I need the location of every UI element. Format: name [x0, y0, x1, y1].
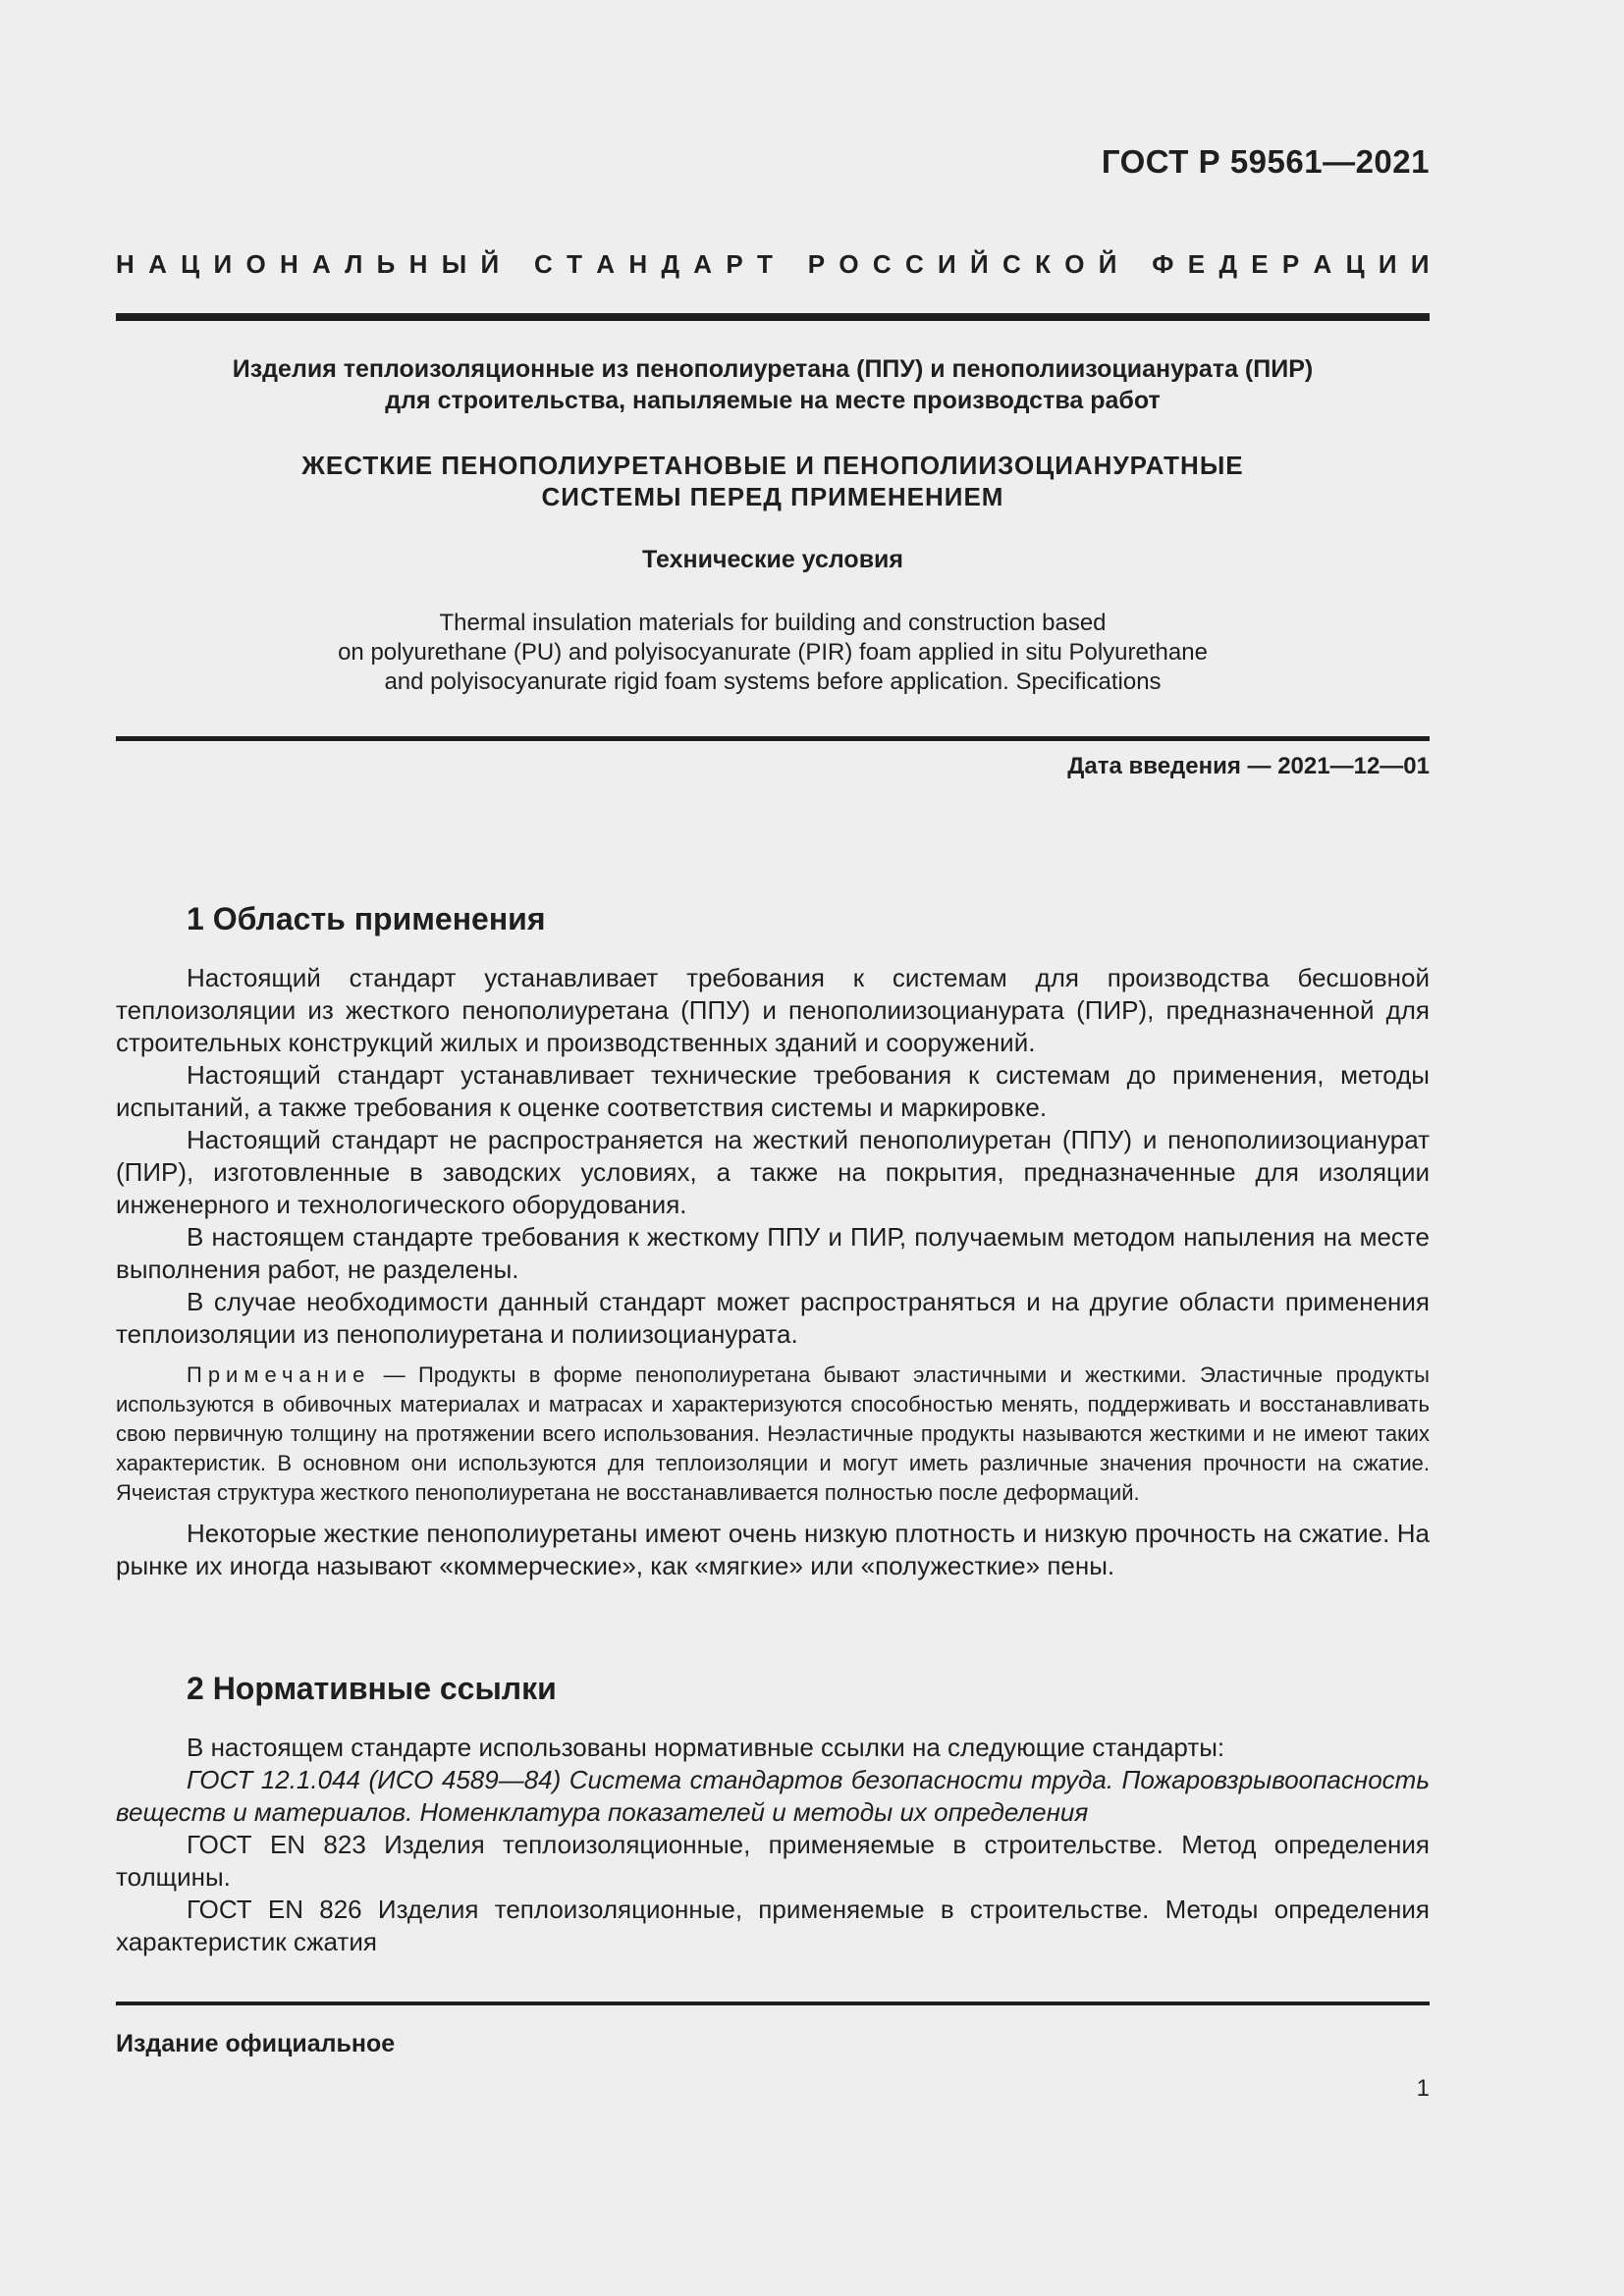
heading-letter: К — [1035, 249, 1051, 279]
paragraph: Настоящий стандарт устанавливает требования к системам для производства бесшовной теплоизоляции из жесткого пенополиуретана (ППУ) и пенополиизоцианурата (ПИР), предназначенной для строительных конструкций жилых и производственных зданий и сооружений. — [116, 963, 1430, 1057]
title-en-line: Thermal insulation materials for building and construction based — [439, 610, 1107, 636]
heading-letter: Й — [1098, 249, 1117, 279]
title-main-line: ЖЕСТКИЕ ПЕНОПОЛИУРЕТАНОВЫЕ И ПЕНОПОЛИИЗОЦИАНУРАТНЫЕ — [301, 451, 1244, 480]
heading-letter: Й — [970, 249, 989, 279]
note-label: Примечание — [187, 1362, 371, 1387]
heading-letter: Р — [726, 249, 743, 279]
national-standard-heading — [116, 249, 1430, 280]
heading-letter: Ф — [1152, 249, 1174, 279]
heading-letter: Д — [1218, 249, 1237, 279]
section-1-heading: 1 Область применения — [187, 901, 546, 936]
reference-item: ГОСТ EN 823 Изделия теплоизоляционные, применяемые в строительстве. Метод определения толщины. — [116, 1830, 1430, 1892]
heading-letter: Е — [1251, 249, 1269, 279]
title-en-line: on polyurethane (PU) and polyisocyanurate (PIR) foam applied in situ Polyurethane — [338, 639, 1208, 666]
title-en-line: and polyisocyanurate rigid foam systems before application. Specifications — [384, 668, 1162, 695]
heading-letter: Е — [1187, 249, 1206, 279]
reference-item: ГОСТ 12.1.044 (ИСО 4589—84) Система стандартов безопасности труда. Пожаровзрывоопасность веществ и материалов. Номенклатура показателей и методы их определения — [116, 1765, 1430, 1827]
title-main — [116, 450, 1430, 512]
heading-letter: И — [1378, 249, 1397, 279]
heading-letter — [513, 249, 519, 280]
paragraph: В настоящем стандарте использованы нормативные ссылки на следующие стандарты: — [187, 1733, 1225, 1762]
heading-letter: Ц — [181, 249, 200, 279]
heading-letter: Й — [480, 249, 500, 279]
title-ru — [116, 353, 1430, 416]
heading-letter: Л — [345, 249, 363, 279]
heading-letter: Ь — [376, 249, 396, 279]
heading-letter — [1131, 249, 1138, 280]
heading-letter: Д — [661, 249, 679, 279]
reference-item: ГОСТ EN 826 Изделия теплоизоляционные, применяемые в строительстве. Методы определения характеристик сжатия — [116, 1895, 1430, 1956]
heading-letter: Р — [1281, 249, 1300, 279]
heading-letter: О — [245, 249, 266, 279]
heading-letter: С — [1002, 249, 1021, 279]
heading-letter: Н — [279, 249, 298, 279]
heading-letter: Ц — [1345, 249, 1365, 279]
technical-conditions: Технические условия — [641, 546, 904, 573]
gost-number: ГОСТ Р 59561—2021 — [1101, 143, 1430, 180]
heading-letter: И — [938, 249, 956, 279]
paragraph: В настоящем стандарте требования к жесткому ППУ и ПИР, получаемым методом напыления на месте выполнения работ, не разделены. — [116, 1222, 1430, 1284]
heading-letter: Т — [567, 249, 582, 279]
title-ru-line: для строительства, напыляемые на месте производства работ — [385, 387, 1161, 414]
paragraph: Настоящий стандарт не распространяется на жесткий пенополиуретан (ППУ) и пенополиизоцианурат (ПИР), изготовленные в заводских условиях, а также на покрытия, предназначенные для изоляции инженерного и технологического оборудования. — [116, 1125, 1430, 1219]
title-rule — [116, 736, 1430, 741]
heading-letter: Н — [408, 249, 428, 279]
note-paragraph — [116, 1361, 1430, 1508]
heading-letter: Н — [116, 249, 135, 279]
heading-letter: А — [596, 249, 616, 279]
heading-letter: А — [1313, 249, 1332, 279]
heading-letter: А — [693, 249, 713, 279]
official-edition: Издание официальное — [116, 2030, 396, 2057]
title-ru-line: Изделия теплоизоляционные из пенополиуретана (ППУ) и пенополиизоцианурата (ПИР) — [232, 355, 1314, 383]
heading-letter: И — [1410, 249, 1430, 279]
heading-letter: О — [839, 249, 859, 279]
top-rule — [116, 313, 1430, 321]
title-main-line: СИСТЕМЫ ПЕРЕД ПРИМЕНЕНИЕМ — [541, 482, 1004, 511]
heading-letter: А — [312, 249, 331, 279]
heading-letter — [786, 249, 793, 280]
heading-letter: О — [1064, 249, 1085, 279]
heading-letter: Т — [756, 249, 773, 279]
heading-letter: Р — [807, 249, 826, 279]
heading-letter: И — [213, 249, 233, 279]
heading-letter: Ы — [441, 249, 467, 279]
title-en — [116, 609, 1430, 697]
footer-rule — [116, 2002, 1430, 2005]
heading-letter: С — [872, 249, 892, 279]
note-text: — Продукты в форме пенополиуретана бывают эластичными и жесткими. Эластичные продукты используются в обивочных материалах и матрасах и характеризуются способностью менять, поддерживать и восстанавливать свою первичную толщину на протяжении всего использования. Неэластичные продукты называются жесткими и не имеют таких характеристик. В основном они используются для теплоизоляции и могут иметь различные значения прочности на сжатие. Ячеистая структура жесткого пенополиуретана не восстанавливается полностью после деформаций. — [116, 1362, 1430, 1505]
paragraph: Некоторые жесткие пенополиуретаны имеют очень низкую плотность и низкую прочность на сжатие. На рынке их иногда называют «коммерческие», как «мягкие» или «полужесткие» пены. — [116, 1519, 1430, 1580]
paragraph: Настоящий стандарт устанавливает технические требования к системам до применения, методы испытаний, а также требования к оценке соответствия системы и маркировке. — [116, 1060, 1430, 1122]
heading-letter: С — [534, 249, 553, 279]
section-2-body — [116, 1732, 1430, 1958]
paragraph: В случае необходимости данный стандарт может распространяться и на другие области применения теплоизоляции из пенополиуретана и полиизоцианурата. — [116, 1287, 1430, 1349]
heading-letter: А — [148, 249, 167, 279]
section-2-heading: 2 Нормативные ссылки — [187, 1671, 557, 1706]
section-1-body — [116, 962, 1430, 1582]
intro-date: Дата введения — 2021—12—01 — [1067, 753, 1430, 779]
heading-letter: Н — [628, 249, 648, 279]
page-number: 1 — [1416, 2075, 1430, 2102]
heading-letter: С — [904, 249, 924, 279]
